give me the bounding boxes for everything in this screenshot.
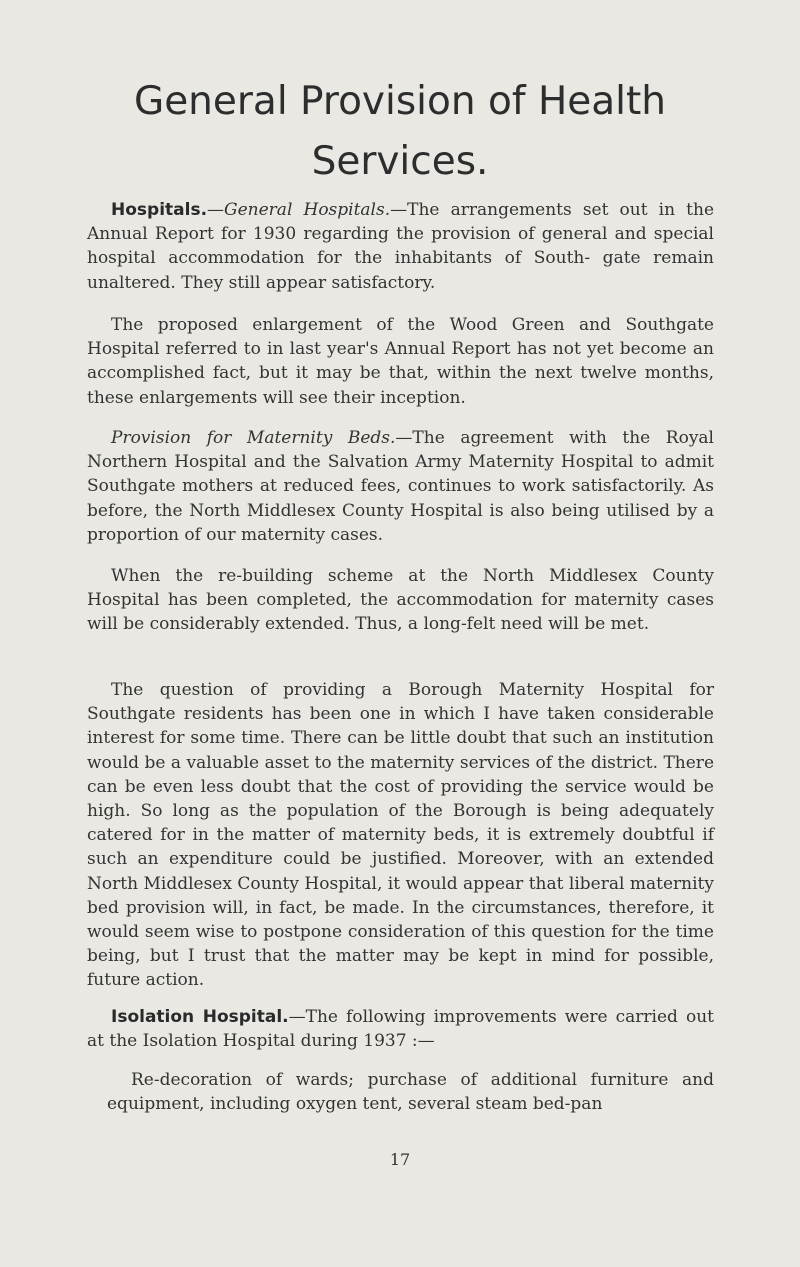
page-title-line-2: Services.	[311, 139, 489, 184]
maternity-beds-subheading: Provision for Maternity Beds.	[111, 428, 396, 448]
hospitals-text: The arrangements set out in the Annual Report for 1930 regarding the provision of general and special hospital accommodation for the inhabitants of South- gate remain unaltered. They still appear satisfactory.	[87, 200, 715, 293]
general-hospitals-subheading: General Hospitals.	[224, 200, 391, 220]
hospitals-paragraph: Hospitals.—General Hospitals.—The arrangements set out in the Annual Report for 1930 regarding the provision of general and special hospital accommodation for the inhabitants of South- gate remain unaltered. They still appear satisfactory.	[87, 200, 715, 293]
enlargement-paragraph: The proposed enlargement of the Wood Green and Southgate Hospital referred to in last year's Annual Report has not yet become an accomplished fact, but it may be that, within the next twelve months, these enlargements will see their inception.	[87, 315, 714, 408]
isolation-text: The following improvements were carried out at the Isolation Hospital during 1937 :—	[87, 1007, 714, 1052]
maternity-paragraph: Provision for Maternity Beds.—The agreement with the Royal Northern Hospital and the Salvation Army Maternity Hospital to admit Southgate mothers at reduced fees, continues to work satisfactorily. As before, the North Middlesex County Hospital is also being utilised by a proportion of our maternity cases.	[87, 428, 714, 545]
maternity-text: The agreement with the Royal Northern Hospital and the Salvation Army Maternity Hospital to admit Southgate mothers at reduced fees, continues to work satisfactorily. As before, the North Middlesex County Hospital is also being utilised by a proportion of our maternity cases.	[87, 428, 714, 545]
page-title	[60, 72, 740, 192]
hospitals-heading: Hospitals.	[111, 200, 208, 220]
borough-maternity-paragraph: The question of providing a Borough Maternity Hospital for Southgate residents has been one in which I have taken considerable interest for some time. There can be little doubt that such an institution would be a valuable asset to the maternity services of the district. There can be even less doubt that the cost of providing the service would be high. So long as the population of the Borough is being adequately catered for in the matter of maternity beds, it is extremely doubtful if such an expenditure could be justified. Moreover, with an extended North Middlesex County Hospital, it would appear that liberal maternity bed provision will, in fact, be made. In the circumstances, therefore, it would seem wise to postpone consideration of this question for the time being, but I trust that the matter may be kept in mind for possible, future action.	[87, 680, 714, 991]
isolation-paragraph: Isolation Hospital.—The following improvements were carried out at the Isolation Hospital during 1937 :—	[87, 1007, 714, 1052]
page-title-line-1: General Provision of Health	[133, 79, 667, 124]
page-number: 17	[389, 1150, 411, 1169]
rebuilding-paragraph: When the re-building scheme at the North Middlesex County Hospital has been completed, the accommodation for maternity cases will be considerably extended. Thus, a long-felt need will be met.	[87, 566, 714, 635]
improvements-list-text: Re-decoration of wards; purchase of additional furniture and equipment, including oxygen tent, several steam bed-pan	[107, 1070, 714, 1115]
isolation-heading: Isolation Hospital.	[111, 1007, 289, 1027]
